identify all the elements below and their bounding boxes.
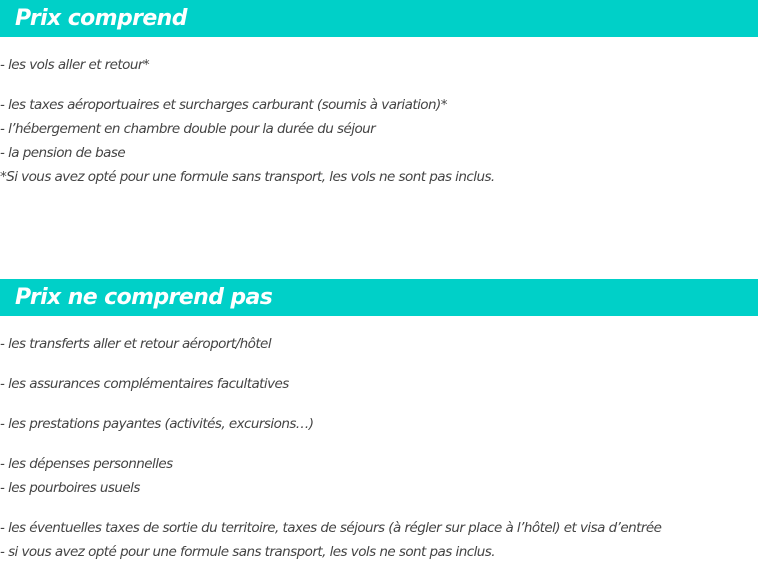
excluded-item-exit-taxes: - les éventuelles taxes de sortie du territoire, taxes de séjours (à régler sur place à l’hôtel) et visa d’entrée (0, 520, 662, 536)
excluded-item-transfers: - les transferts aller et retour aéroport/hôtel (0, 336, 272, 352)
excluded-section-title: Prix ne comprend pas (0, 279, 758, 316)
excluded-item-no-transport: - si vous avez opté pour une formule sans transport, les vols ne sont pas inclus. (0, 544, 496, 560)
included-footnote: *Si vous avez opté pour une formule sans transport, les vols ne sont pas inclus. (0, 169, 495, 185)
included-item-flights: - les vols aller et retour* (0, 57, 150, 73)
excluded-item-personal-expenses: - les dépenses personnelles (0, 456, 173, 472)
excluded-item-tips: - les pourboires usuels (0, 480, 140, 496)
included-item-taxes: - les taxes aéroportuaires et surcharges carburant (soumis à variation)* (0, 97, 447, 113)
excluded-item-paid-services: - les prestations payantes (activités, excursions…) (0, 416, 314, 432)
included-section-title: Prix comprend (0, 0, 758, 37)
excluded-item-insurance: - les assurances complémentaires facultatives (0, 376, 289, 392)
included-item-board: - la pension de base (0, 145, 126, 161)
included-item-accommodation: - l’hébergement en chambre double pour la durée du séjour (0, 121, 376, 137)
